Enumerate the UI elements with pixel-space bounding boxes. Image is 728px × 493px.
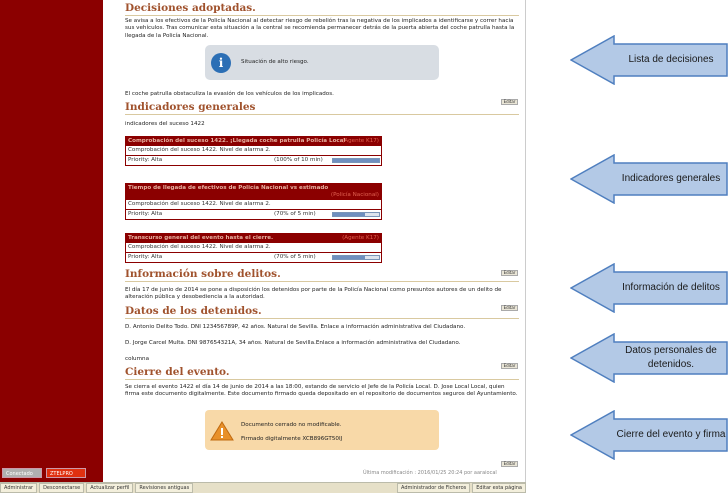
section-rule — [125, 379, 519, 380]
edit-button[interactable]: Editar — [501, 99, 518, 105]
indicator-priority-row — [126, 156, 381, 165]
indicator-title-text: Transcurso general del evento hasta el cierre. — [128, 235, 274, 241]
indicadores-subtitle: indicadores del suceso 1422 — [125, 121, 205, 127]
indicator-priority-row — [126, 210, 381, 219]
indicator-title-text: Tiempo de llegada de efectivos de Policía Nacional vs estimado — [128, 185, 329, 191]
indicator-card — [125, 233, 382, 263]
annotation-cierre — [570, 410, 728, 460]
section-rule — [125, 114, 519, 115]
indicator-row: Comprobación del suceso 1422. Nivel de alarma 2. — [126, 146, 381, 156]
update-profile-button[interactable]: Actualizar perfil — [86, 483, 133, 493]
annotation-label: Indicadores generales — [621, 173, 721, 184]
annotation-label: Cierre del evento y firma — [616, 429, 726, 440]
indicator-percent: (70% of 5 min) — [274, 211, 316, 217]
edit-button[interactable]: Editar — [501, 461, 518, 467]
old-revisions-button[interactable]: Revisiones antiguas — [135, 483, 193, 493]
annotation-label: Datos personales de detenidos. — [625, 345, 717, 370]
indicator-priority: Priority: Alta — [128, 157, 163, 163]
indicator-percent: (100% of 10 min) — [274, 157, 323, 163]
annotation-decisiones — [570, 35, 728, 85]
edit-button[interactable]: Editar — [501, 363, 518, 369]
bottom-left-group — [0, 483, 193, 493]
annotation-label: Lista de decisiones — [628, 54, 714, 65]
annotation-delitos — [570, 263, 728, 313]
indicator-row: Comprobación del suceso 1422. Nivel de alarma 2. — [126, 243, 381, 253]
section-rule — [125, 281, 519, 282]
section-title-cierre: Cierre del evento. — [125, 366, 230, 378]
info-box-text: Situación de alto riesgo. — [241, 59, 309, 65]
logout-button[interactable]: Desconectarse — [39, 483, 84, 493]
progress-fill — [333, 256, 365, 259]
detenido-1: D. Antonio Delito Todo. DNI 123456789P, 42 años. Natural de Sevilla. Enlace a información administrativa del Ciudadano. — [125, 324, 466, 330]
sidebar — [0, 0, 103, 482]
delitos-text: El día 17 de junio de 2014 se pone a disposición los detenidos por parte de la Policía Nacional como presuntos autores de un delito de alteración pública y desobediencia a la autoridad. — [125, 287, 502, 301]
bottom-right-group — [397, 483, 526, 493]
decisiones-after-text: El coche patrulla obstaculiza la evasión de los vehículos de los implicados. — [125, 91, 334, 97]
indicator-card-title — [126, 234, 381, 243]
bottom-toolbar — [0, 482, 526, 493]
annotation-label: Información de delitos — [622, 282, 720, 293]
cierre-text: Se cierra el evento 1422 el día 14 de junio de 2014 a las 18:00, estando de servicio el Jefe de la Policía Local. D. Jose Local Local, quien firma este documento digitalmente. Este documento firmado queda depositado en el repositorio de documentos seguros del Ayuntamiento. — [125, 384, 518, 398]
info-icon: i — [211, 53, 231, 73]
edit-button[interactable]: Editar — [501, 305, 518, 311]
decisiones-text: Se avisa a los efectivos de la Policía Nacional al detectar riesgo de rebelión tras la negativa de los implicados a identificarse y correr hacia sus vehículos. Tras comunicar esta situación a la central se recomienda permanecer detrás de la puerta abierta del coche patrulla hasta la llegada de la Policía Nacional. — [125, 18, 515, 39]
last-modified: Última modificación : 2016/01/25 20:24 por aaraiocal — [363, 470, 497, 476]
indicator-card — [125, 136, 382, 166]
file-manager-button[interactable]: Administrador de Ficheros — [397, 483, 470, 493]
section-title-delitos: Información sobre delitos. — [125, 268, 281, 280]
annotation-detenidos — [570, 333, 728, 383]
warning-line-1: Documento cerrado no modificable. — [241, 422, 342, 428]
indicator-row: Comprobación del suceso 1422. Nivel de alarma 2. — [126, 200, 381, 210]
connected-button[interactable]: Conectado — [2, 468, 42, 478]
progress-fill — [333, 213, 365, 216]
indicator-card-title — [126, 137, 381, 146]
section-title-decisiones: Decisiones adoptadas. — [125, 2, 256, 14]
warning-icon — [210, 421, 234, 441]
progress-bar — [332, 255, 380, 260]
profile-button[interactable]: ZTELPRO — [46, 468, 86, 478]
progress-bar — [332, 158, 380, 163]
indicator-agent: (Agente K17) — [342, 235, 379, 241]
section-title-indicadores: Indicadores generales — [125, 101, 256, 113]
main-content — [103, 0, 526, 482]
indicator-agent: (Agente K17) — [342, 138, 379, 144]
annotation-indicadores — [570, 154, 728, 204]
detenidos-column-note: columna — [125, 356, 150, 362]
warning-box — [205, 410, 439, 450]
section-rule — [125, 318, 519, 319]
indicator-title-text: Comprobación del suceso 1422. ¡Llegada coche patrulla Policía Local — [128, 138, 346, 144]
sidebar-buttons — [2, 468, 86, 478]
detenido-2: D. Jorge Carcel Multa. DNI 987654321A, 34 años. Natural de Sevilla.Enlace a información administrativa del Ciudadano. — [125, 340, 461, 346]
indicator-priority: Priority: Alta — [128, 211, 163, 217]
progress-fill — [333, 159, 379, 162]
progress-bar — [332, 212, 380, 217]
indicator-agent: (Policía Nacional) — [330, 192, 379, 198]
indicator-card-title — [126, 184, 381, 200]
edit-button[interactable]: Editar — [501, 270, 518, 276]
indicator-card — [125, 183, 382, 220]
info-box — [205, 45, 439, 80]
indicator-priority: Priority: Alta — [128, 254, 163, 260]
section-title-detenidos: Datos de los detenidos. — [125, 305, 262, 317]
edit-page-button[interactable]: Editar esta página — [472, 483, 526, 493]
indicator-priority-row — [126, 253, 381, 262]
section-rule — [125, 15, 519, 16]
warning-line-2: Firmado digitalmente XCB896GT50IJ — [241, 436, 343, 442]
admin-button[interactable]: Administrar — [0, 483, 37, 493]
indicator-percent: (70% of 5 min) — [274, 254, 316, 260]
